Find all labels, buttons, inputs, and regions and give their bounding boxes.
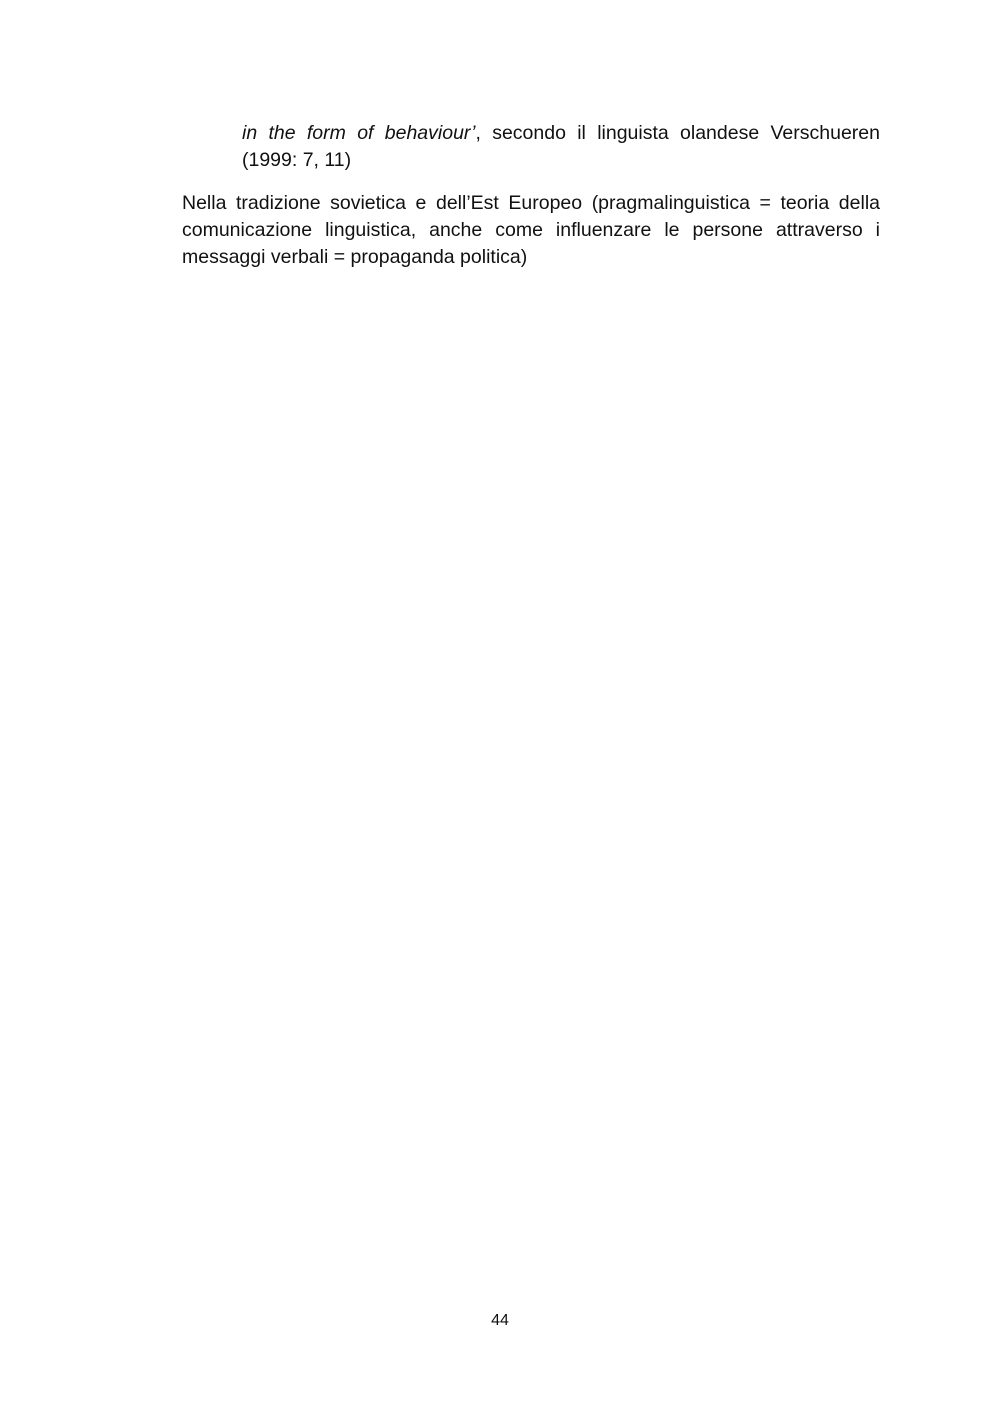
page-number: 44 bbox=[491, 1312, 509, 1329]
italic-quote-text: in the form of behaviour’ bbox=[242, 122, 476, 144]
paragraph-line bbox=[242, 120, 880, 147]
paragraph-line: (1999: 7, 11) bbox=[242, 149, 352, 171]
body-paragraph bbox=[182, 190, 880, 271]
paragraph-line: messaggi verbali = propaganda politica) bbox=[182, 246, 528, 268]
citation-text: , secondo il linguista olandese Verschueren bbox=[475, 122, 880, 144]
paragraph-line: comunicazione linguistica, anche come influenzare le persone attraverso i bbox=[182, 219, 880, 241]
paragraph-line: Nella tradizione sovietica e dell’Est Europeo (pragmalinguistica = teoria della bbox=[182, 192, 880, 214]
quote-continuation-paragraph bbox=[242, 120, 880, 174]
